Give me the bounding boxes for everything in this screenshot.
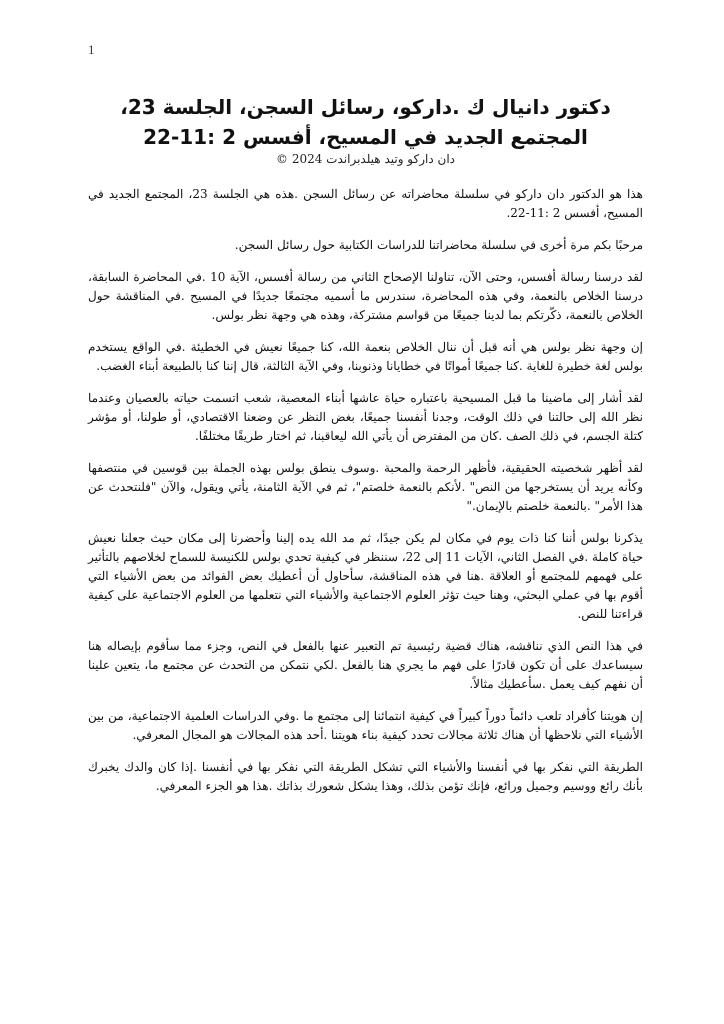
paragraph: إن وجهة نظر بولس هي أنه قبل أن ننال الخلاص بنعمة الله، كنا جميعًا نعيش في الخطيئة .في الواقع يستخدم بولس لغة خطيرة للغاية .كنا جميعًا أمواتًا في خطايانا وذنوبنا، وفي الآية الثالثة، قال إننا كنا بالطبيعة أبناء الغضب. (88, 340, 643, 373)
paragraph-welcome: مرحبًا بكم مرة أخرى في سلسلة محاضراتنا للدراسات الكتابية حول رسائل السجن. (234, 238, 643, 252)
copyright-line: دان داركو وتيد هيلدبراندت 2024 © (275, 152, 455, 166)
paragraph: لقد أشار إلى ماضينا ما قبل المسيحية باعتباره حياة عاشها أبناء المعصية، شعب اتسمت حياته بالعصيان وعندما نظر الله إلى حالتنا في ذلك الوقت، وجدنا أنفسنا جميعًا، بغض النظر عن وضعنا الاقتصادي، أو طولنا، أو مؤشر كتلة الجسم، في ذلك الصف .كان من المفترض أن يأتي الله ليعاقبنا، ثم اختار طريقًا مختلفًا. (88, 391, 643, 443)
paragraph: إن هويتنا كأفراد تلعب دائماً دوراً كبيراً في كيفية انتمائنا إلى مجتمع ما .وفي الدراسات العلمية الاجتماعية، من بين الأشياء التي نلاحظها أن هناك ثلاثة مجالات تحدد كيفية بناء هويتنا .أحد هذه المجالات هو المجال المعرفي. (88, 709, 643, 742)
page-number: 1 (88, 42, 95, 57)
paragraph: يذكرنا بولس أننا كنا ذات يوم في مكان لم يكن جيدًا، ثم مد الله يده إلينا وأحضرنا إلى مكان حيث جعلنا نعيش حياة كاملة .في الفصل الثاني، الآيات 11 إلى 22، سننظر في كيفية تحدي بولس للكنيسة للسماح لخلاصهم بالتأثير على فهمهم للمجتمع أو العلاقة .هنا في هذه المناقشة، سأحاول أن أعطيك بعض الفوائد من بعض الأشياء التي أقوم بها في عملي البحثي، وهنا حيث تؤثر العلوم الاجتماعية والأشياء التي نتعلمها من العلوم الاجتماعية على كيفية قراءتنا للنص. (88, 531, 643, 621)
paragraph-intro: هذا هو الدكتور دان داركو في سلسلة محاضراته عن رسائل السجن .هذه هي الجلسة 23، المجتمع الجديد في المسيح، أفسس 2 :11-22. (88, 187, 643, 220)
paragraph: لقد أظهر شخصيته الحقيقية، فأظهر الرحمة والمحبة .وسوف ينطق بولس بهذه الجملة بين قوسين في منتصفها وكأنه يريد أن يستخرجها من النص" .لأنكم بالنعمة خلصتم"، ثم في الآية الثامنة، يأتي ويقول، والآن "فلنتحدث عن هذا الأمر" .بالنعمة خلصتم بالإيمان." (88, 461, 643, 513)
paragraph: لقد درسنا رسالة أفسس، وحتى الآن، تناولنا الإصحاح الثاني من رسالة أفسس، الآية 10 .في المحاضرة السابقة، درسنا الخلاص بالنعمة، وفي هذه المحاضرة، سندرس ما أسميه مجتمعًا جديدًا في المسيح .في المناقشة حول الخلاص بالنعمة، ذكّرتكم بما لدينا جميعًا من قواسم مشتركة، وهذه هي وجهة نظر بولس. (88, 270, 643, 322)
paragraph: الطريقة التي نفكر بها في أنفسنا والأشياء التي تشكل الطريقة التي نفكر بها في أنفسنا .إذا كان والدك يخبرك بأنك رائع ووسيم وجميل ورائع، فإنك تؤمن بذلك، وهذا يشكل شعورك بذاتك .هذا هو الجزء المعرفي. (88, 760, 643, 793)
document-page (88, 92, 643, 809)
paragraph: في هذا النص الذي نناقشه، هناك قضية رئيسية تم التعبير عنها بالفعل في النص، وجزء مما سأقوم بإيصاله هنا سيساعدك على أن تكون قادرًا على فهم ما يجري هنا بالفعل .لكي نتمكن من التحدث عن مجتمع ما، يتعين علينا أن نفهم كيف يعمل .سأعطيك مثالاً. (88, 639, 643, 691)
document-title: دكتور دانيال ك .داركو، رسائل السجن، الجلسة 23، المجتمع الجديد في المسيح، أفسس 2 :11-22 (120, 95, 611, 149)
